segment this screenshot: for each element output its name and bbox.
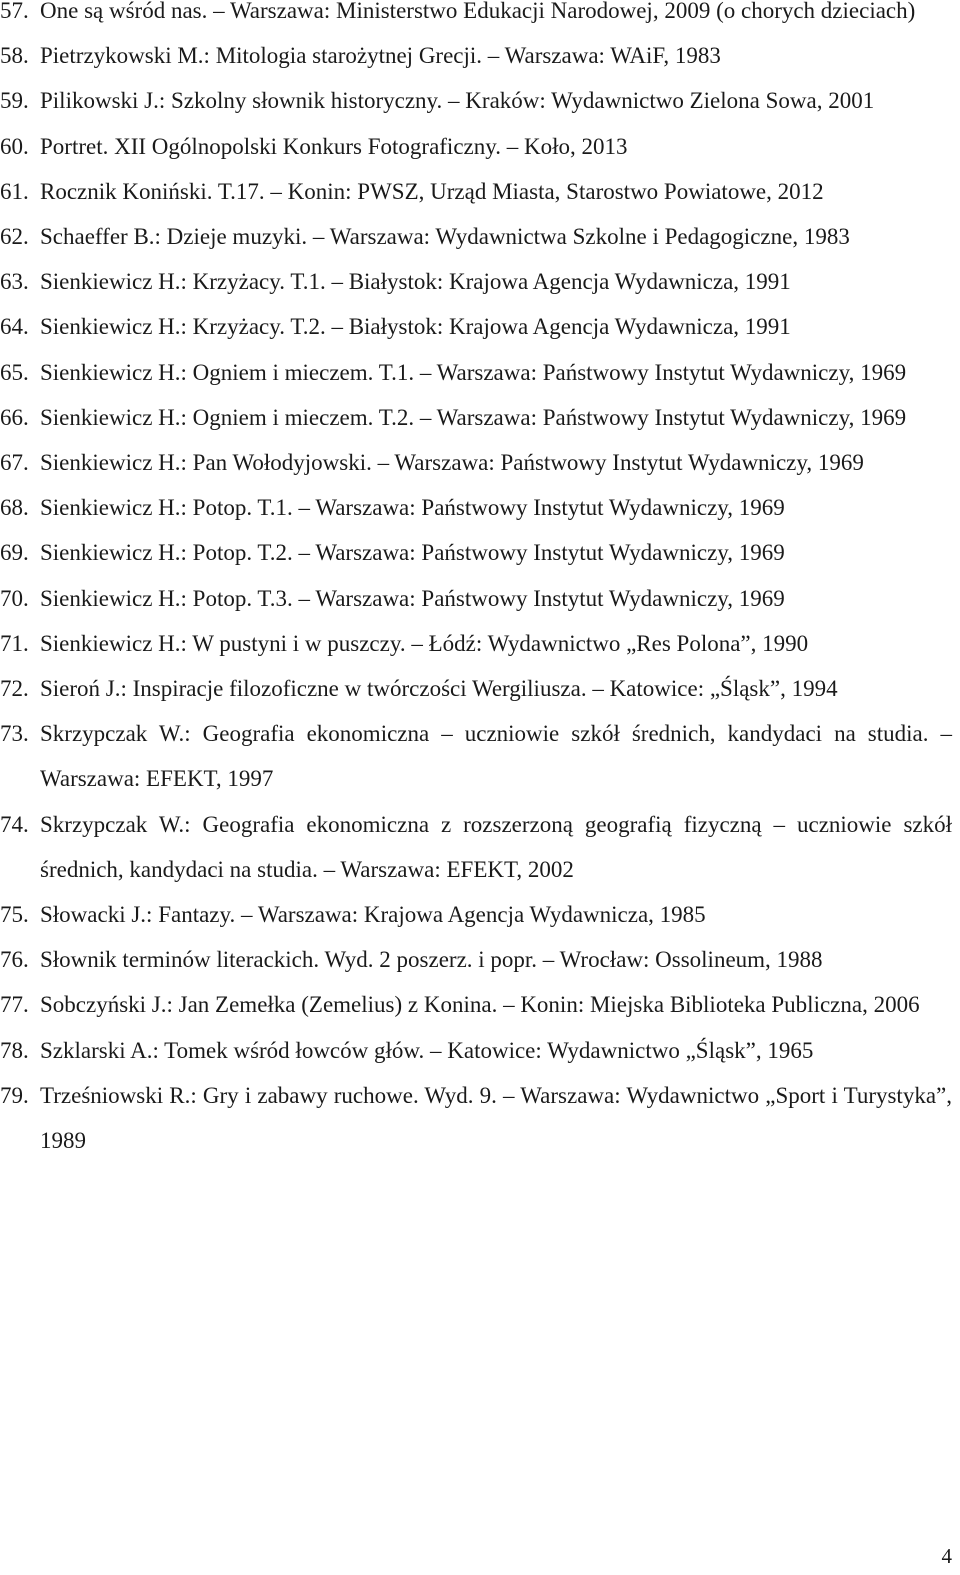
bibliography-entry <box>0 78 952 123</box>
entry-number: 57. <box>0 0 29 23</box>
entry-text: Sienkiewicz H.: Potop. T.1. – Warszawa: Państwowy Instytut Wydawniczy, 1969 <box>40 495 785 521</box>
entry-number: 73. <box>0 721 29 747</box>
bibliography-entry <box>0 304 952 349</box>
bibliography-entry <box>0 0 952 33</box>
entry-number: 68. <box>0 495 29 521</box>
entry-number: 62. <box>0 224 29 250</box>
entry-text: Sienkiewicz H.: Krzyżacy. T.2. – Białystok: Krajowa Agencja Wydawnicza, 1991 <box>40 314 791 340</box>
entry-number: 76. <box>0 947 29 973</box>
entry-text: Trześniowski R.: Gry i zabawy ruchowe. Wyd. 9. – Warszawa: Wydawnictwo „Sport i Turystyka”, 1989 <box>40 1082 952 1154</box>
entry-number: 77. <box>0 992 29 1018</box>
entry-text: Słownik terminów literackich. Wyd. 2 poszerz. i popr. – Wrocław: Ossolineum, 1988 <box>40 947 823 973</box>
entry-text: Sienkiewicz H.: Pan Wołodyjowski. – Warszawa: Państwowy Instytut Wydawniczy, 1969 <box>40 450 864 476</box>
bibliography-entry <box>0 350 952 395</box>
bibliography-entry <box>0 892 952 937</box>
entry-text: Portret. XII Ogólnopolski Konkurs Fotograficzny. – Koło, 2013 <box>40 133 628 159</box>
bibliography-entry <box>0 124 952 169</box>
entry-text: Szklarski A.: Tomek wśród łowców głów. – Katowice: Wydawnictwo „Śląsk”, 1965 <box>40 1037 814 1063</box>
bibliography-entry <box>0 982 952 1027</box>
bibliography-entry <box>0 214 952 259</box>
entry-text: Sienkiewicz H.: Ogniem i mieczem. T.2. – Warszawa: Państwowy Instytut Wydawniczy, 1969 <box>40 404 907 430</box>
entry-number: 63. <box>0 269 29 295</box>
bibliography-entry <box>0 33 952 78</box>
entry-text: Sobczyński J.: Jan Zemełka (Zemelius) z Konina. – Konin: Miejska Biblioteka Publiczna, 2006 <box>40 992 920 1018</box>
entry-text: Pietrzykowski M.: Mitologia starożytnej Grecji. – Warszawa: WAiF, 1983 <box>40 43 721 69</box>
entry-number: 61. <box>0 178 29 204</box>
bibliography-entry <box>0 440 952 485</box>
bibliography-entry <box>0 259 952 304</box>
entry-number: 60. <box>0 133 29 159</box>
bibliography-entry <box>0 395 952 440</box>
bibliography-entry <box>0 802 952 892</box>
entry-number: 69. <box>0 540 29 566</box>
entry-text: Słowacki J.: Fantazy. – Warszawa: Krajowa Agencja Wydawnicza, 1985 <box>40 902 706 928</box>
bibliography-entry <box>0 711 952 801</box>
entry-number: 74. <box>0 811 29 837</box>
bibliography-entry <box>0 621 952 666</box>
entry-text: Skrzypczak W.: Geografia ekonomiczna z rozszerzoną geografią fizyczną – uczniowie szkół średnich, kandydaci na studia. – Warszawa: EFEKT, 2002 <box>40 811 952 882</box>
bibliography-entry <box>0 666 952 711</box>
entry-number: 59. <box>0 88 29 114</box>
bibliography-entry <box>0 485 952 530</box>
entry-text: Skrzypczak W.: Geografia ekonomiczna – uczniowie szkół średnich, kandydaci na studia. – Warszawa: EFEKT, 1997 <box>40 721 952 792</box>
entry-text: Schaeffer B.: Dzieje muzyki. – Warszawa: Wydawnictwa Szkolne i Pedagogiczne, 1983 <box>40 224 850 250</box>
page-number: 4 <box>941 1544 952 1568</box>
entry-text: Sienkiewicz H.: Krzyżacy. T.1. – Białystok: Krajowa Agencja Wydawnicza, 1991 <box>40 269 791 295</box>
bibliography-entry <box>0 576 952 621</box>
entry-number: 58. <box>0 43 29 69</box>
entry-number: 67. <box>0 450 29 476</box>
entry-number: 72. <box>0 676 29 702</box>
bibliography-entry <box>0 1028 952 1073</box>
entry-number: 70. <box>0 585 29 611</box>
entry-text: Sieroń J.: Inspiracje filozoficzne w twórczości Wergiliusza. – Katowice: „Śląsk”, 1994 <box>40 676 838 702</box>
entry-text: Sienkiewicz H.: Ogniem i mieczem. T.1. – Warszawa: Państwowy Instytut Wydawniczy, 1969 <box>40 359 907 385</box>
bibliography-entry <box>0 1073 952 1163</box>
bibliography-entry <box>0 937 952 982</box>
bibliography-entry <box>0 530 952 575</box>
entry-text: Sienkiewicz H.: Potop. T.3. – Warszawa: Państwowy Instytut Wydawniczy, 1969 <box>40 585 785 611</box>
entry-text: Rocznik Koniński. T.17. – Konin: PWSZ, Urząd Miasta, Starostwo Powiatowe, 2012 <box>40 178 824 204</box>
entry-text: Sienkiewicz H.: Potop. T.2. – Warszawa: Państwowy Instytut Wydawniczy, 1969 <box>40 540 785 566</box>
bibliography-entry <box>0 169 952 214</box>
entry-number: 65. <box>0 359 29 385</box>
entry-number: 66. <box>0 404 29 430</box>
entry-text: One są wśród nas. – Warszawa: Ministerstwo Edukacji Narodowej, 2009 (o chorych dzieciach) <box>40 0 916 23</box>
entry-number: 79. <box>0 1082 29 1108</box>
entry-number: 78. <box>0 1037 29 1063</box>
entry-number: 75. <box>0 902 29 928</box>
entry-text: Sienkiewicz H.: W pustyni i w puszczy. – Łódź: Wydawnictwo „Res Polona”, 1990 <box>40 630 809 656</box>
entry-number: 71. <box>0 630 29 656</box>
entry-number: 64. <box>0 314 29 340</box>
entry-text: Pilikowski J.: Szkolny słownik historyczny. – Kraków: Wydawnictwo Zielona Sowa, 2001 <box>40 88 875 114</box>
